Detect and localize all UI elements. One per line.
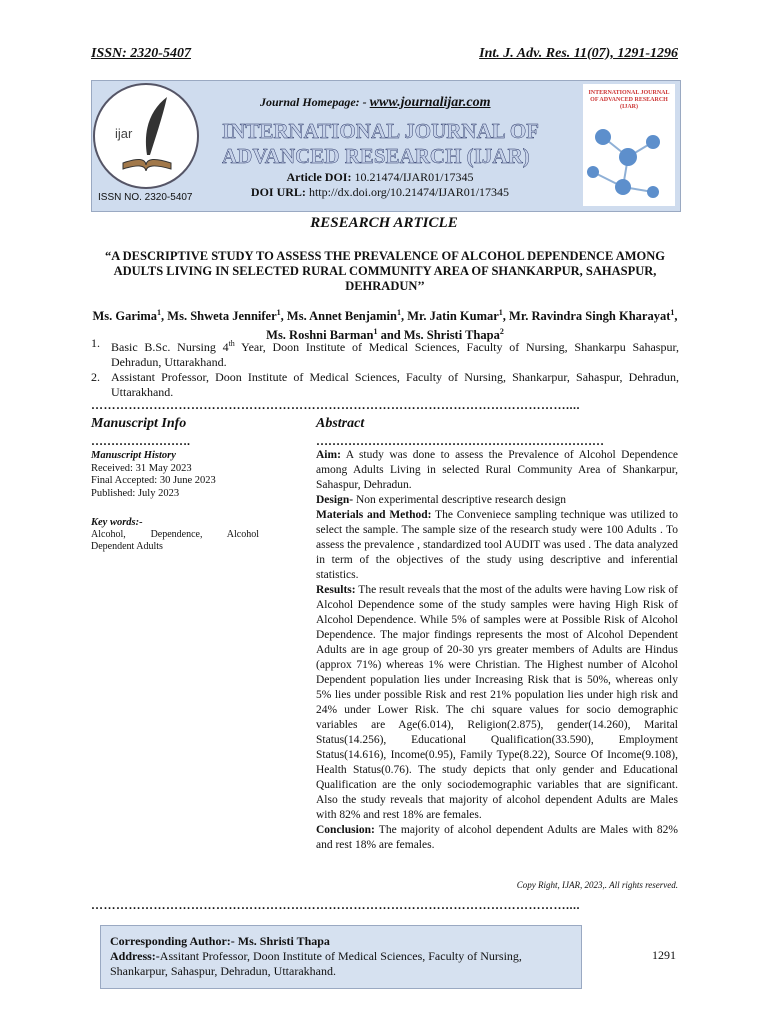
author-sup: 2 bbox=[499, 327, 504, 337]
affiliation-text: Assistant Professor, Doon Institute of Medical Sciences, Faculty of Nursing, Shankarpur, Sahaspur, Dehradun, Uttarakhand. bbox=[111, 370, 679, 399]
corresponding-label: Corresponding Author:- Ms. Shristi Thapa bbox=[110, 934, 330, 948]
accepted-date: Final Accepted: 30 June 2023 bbox=[91, 475, 216, 486]
doi-block bbox=[230, 170, 530, 200]
doi-url-label: DOI URL: bbox=[250, 185, 306, 199]
article-doi: 10.21474/IJAR01/17345 bbox=[354, 170, 474, 184]
manuscript-history bbox=[91, 450, 281, 500]
design-text: Non experimental descriptive research design bbox=[353, 494, 567, 506]
author-sup: 1 bbox=[276, 308, 281, 317]
author: Ms. Roshni Barman bbox=[266, 328, 374, 343]
copyright: Copy Right, IJAR, 2023,. All rights reserved. bbox=[516, 880, 678, 890]
abstract-design bbox=[316, 493, 678, 508]
manuscript-info-heading: Manuscript Info bbox=[91, 416, 187, 431]
article-doi-label: Article DOI: bbox=[286, 170, 352, 184]
quill-book-icon bbox=[95, 85, 197, 187]
author: Ms. Shweta Jennifer bbox=[167, 309, 277, 324]
article-title: “A DESCRIPTIVE STUDY TO ASSESS THE PREVALENCE OF ALCOHOL DEPENDENCE AMONG ADULTS LIVING IN SELECTED RURAL COMMUNITY AREA OF SHANKARPUR, SAHASPUR, DEHRADUN’’ bbox=[104, 249, 666, 293]
page-number: 1291 bbox=[652, 948, 676, 962]
author: Ms. Annet Benjamin bbox=[286, 309, 397, 324]
history-label: Manuscript History bbox=[91, 450, 176, 461]
abstract-methods bbox=[316, 508, 678, 583]
journal-cover-image bbox=[583, 84, 675, 206]
keywords-list: Alcohol, Dependence, Alcohol Dependent Adults bbox=[91, 529, 259, 552]
author-sup: 1 bbox=[670, 308, 675, 317]
corresponding-author bbox=[110, 934, 570, 979]
journal-title bbox=[222, 119, 582, 169]
homepage-label: Journal Homepage: - bbox=[260, 95, 370, 109]
aim-text: A study was done to assess the Prevalence of Alcohol Dependence among Adults Living in selected Rural Community Area of Shankarpur, Sahaspur, Dehradun. bbox=[316, 449, 678, 491]
author: Ms. Garima bbox=[92, 309, 158, 324]
homepage-link[interactable]: www.journalijar.com bbox=[369, 95, 491, 110]
doi-url[interactable]: http://dx.doi.org/10.21474/IJAR01/17345 bbox=[308, 185, 510, 199]
author-sup: 1 bbox=[157, 308, 162, 317]
conclusion-text: The majority of alcohol dependent Adults are Males with 82% and rest 18% are females. bbox=[316, 824, 678, 851]
design-label: Design- bbox=[316, 494, 354, 506]
author-sup: 1 bbox=[396, 308, 401, 317]
manuscript-info-dots: ……………………. bbox=[91, 434, 190, 448]
abstract-dots: ……………………………………………………………… bbox=[316, 434, 604, 448]
author: Mr. Jatin Kumar bbox=[407, 309, 499, 324]
affiliation-number: 1. bbox=[91, 336, 100, 350]
journal-logo bbox=[93, 83, 199, 189]
article-type: RESEARCH ARTICLE bbox=[310, 215, 458, 231]
abstract-results bbox=[316, 583, 678, 823]
abstract-conclusion bbox=[316, 823, 678, 853]
address-text: Assitant Professor, Doon Institute of Medical Sciences, Faculty of Nursing, Shankarpur, Sahaspur, Dehradun, Uttarakhand. bbox=[110, 949, 522, 978]
author-sup: 1 bbox=[498, 308, 503, 317]
results-label: Results: bbox=[316, 584, 356, 596]
received-date: Received: 31 May 2023 bbox=[91, 462, 192, 474]
affiliation-text: Year, Doon Institute of Medical Sciences, Faculty of Nursing, Shankarpu Sahaspur, Dehradun, Uttarakhand. bbox=[111, 340, 679, 369]
aim-label: Aim: bbox=[316, 449, 341, 461]
affiliations bbox=[91, 336, 679, 400]
abstract-heading: Abstract bbox=[316, 416, 365, 431]
abstract-body bbox=[316, 448, 678, 853]
affiliation-item bbox=[91, 370, 679, 400]
author: Ms. Shristi Thapa bbox=[403, 328, 500, 343]
author: Mr. Ravindra Singh Kharayat bbox=[509, 309, 671, 324]
methods-text: The Conveniece sampling technique was utilized to select the sample. The sample size of the research study were 100 Adults . To assess the prevalence , standardized tool AUDIT was used . The data analyzed in term of the objectives of the study using descriptive and inferential statistics. bbox=[316, 509, 678, 581]
cover-text: INTERNATIONAL JOURNAL OF ADVANCED RESEARCH (IJAR) bbox=[588, 90, 670, 110]
citation-header: Int. J. Adv. Res. 11(07), 1291-1296 bbox=[479, 46, 678, 61]
address-label: Address:- bbox=[110, 949, 160, 963]
conclusion-label: Conclusion: bbox=[316, 824, 375, 836]
keywords-label: Key words:- bbox=[91, 517, 143, 528]
results-text: The result reveals that the most of the adults were having Low risk of Alcohol Dependence some of the study samples were having High Risk of Alcohol Dependence. While 5% of samples were at Possible Risk of Alcohol Dependence. The major findings represents the most of Alcohol Dependent Adults are in age group of 20-30 yrs greater members of Adults are Hindus (approx 71%) whereas 1% were Christian. The Highest number of Alcohol Dependent population lies under Increasing Risk that is 50%, whereas only 5% lies under possible Risk and rest 21% population lies under high risk and 24% under Lower Risk. The chi square values for socio demographic variables are Age(6.014), Religion(2.875), gender(14.260), Marital Status(14.256), Educational Qualification(33.590), Employment Status(14.616), Income(0.95), Family Type(8.22), Source Of Income(9.108), Health Status(0.76). The study depicts that only gender and Educational Qualification are the only sociodemographic variables that are significant. Also the study reveals that majority of alcohol dependent Adults are Males with 82% and rest 18% are females. bbox=[316, 584, 678, 821]
keywords bbox=[91, 517, 259, 553]
journal-title-line2: ADVANCED RESEARCH (IJAR) bbox=[222, 144, 530, 168]
affiliation-item bbox=[91, 336, 679, 370]
author-list: Ms. Garima$^1$, Ms. Shweta Jennifer$^1$, Ms. Annet Benjamin$^1$, Mr. Jatin Kumar$^1$, Mr. Ravindra Singh Kharayat$^1$, Ms. Roshni Barman$^1$ and Ms. Shristi Thapa$^2$ bbox=[92, 308, 678, 343]
author-sup: 1 bbox=[373, 327, 378, 337]
issn-header: ISSN: 2320-5407 bbox=[91, 46, 191, 61]
affiliation-text: Basic B.Sc. Nursing 4 bbox=[111, 340, 229, 354]
logo-issn: ISSN NO. 2320-5407 bbox=[98, 192, 193, 203]
affiliation-number: 2. bbox=[91, 370, 100, 384]
divider-top: …………………………………………………………………………………………………….... bbox=[91, 398, 580, 412]
published-date: Published: July 2023 bbox=[91, 487, 180, 499]
journal-homepage bbox=[260, 95, 491, 111]
abstract-aim bbox=[316, 448, 678, 493]
divider-bottom: …………………………………………………………………………………………………….... bbox=[91, 898, 580, 912]
affiliation-sup: th bbox=[228, 339, 235, 348]
logo-text: ijar bbox=[115, 126, 133, 141]
methods-label: Materials and Method: bbox=[316, 509, 432, 521]
journal-title-line1: INTERNATIONAL JOURNAL OF bbox=[222, 119, 539, 143]
molecule-icon bbox=[583, 117, 675, 207]
